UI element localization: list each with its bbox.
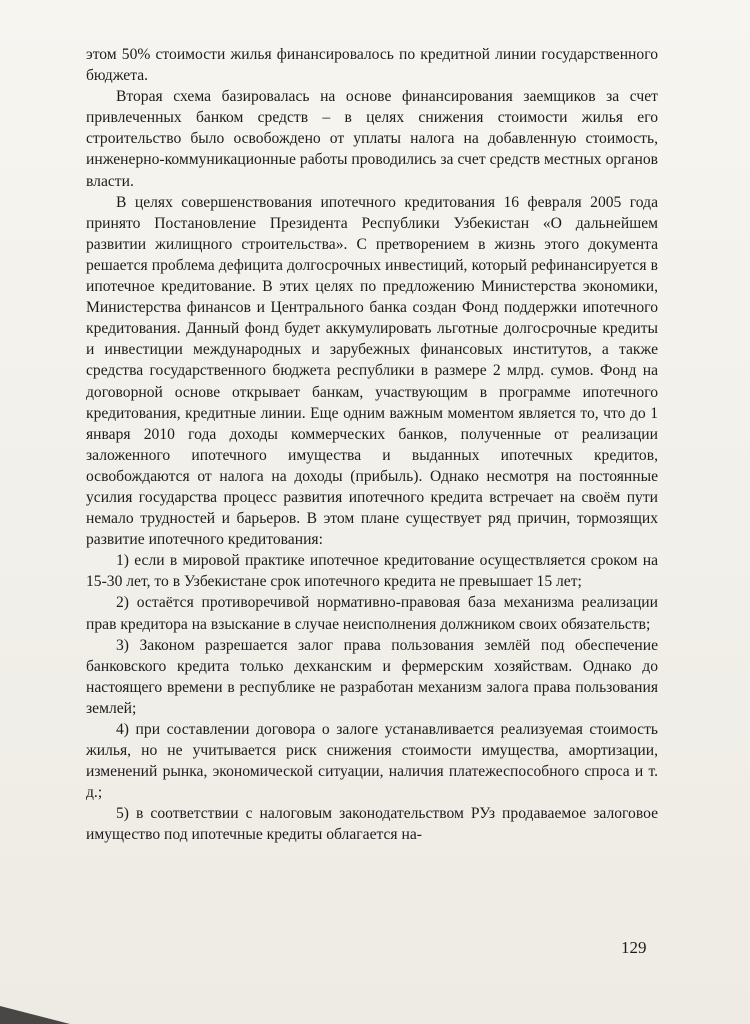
list-item-3: 3) Законом разрешается залог права пользования землёй под обеспечение банковского кредита только дехканским и фермерским хозяйствам. Однако до настоящего времени в республике не разработан механизм залога права пользования землей; — [86, 636, 658, 717]
page-number: 129 — [621, 938, 647, 957]
list-item-2: 2) остаётся противоречивой нормативно-правовая база механизма реализации прав кредитора на взыскание в случае неисполнения должником своих обязательств; — [86, 594, 658, 633]
paragraph-3: В целях совершенствования ипотечного кредитования 16 февраля 2005 года принято Постановление Президента Республики Узбекистан «О дальнейшем развитии жилищного строительства». С претворением в жизнь этого документа решается проблема дефицита долгосрочных инвестиций, который рефинансируется в ипотечное кредитование. В этих целях по предложению Министерства экономики, Министерства финансов и Центрального банка создан Фонд поддержки ипотечного кредитования. Данный фонд будет аккумулировать льготные долгосрочные кредиты и инвестиции международных и зарубежных финансовых институтов, а также средства государственного бюджета республики в размере 2 млрд. сумов. Фонд на договорной основе открывает банкам, участвующим в программе ипотечного кредитования, кредитные линии. Еще одним важным моментом является то, что до 1 января 2010 года доходы коммерческих банков, полученные от реализации заложенного ипотечного имущества и выданных ипотечных кредитов, освобождаются от налога на доходы (прибыль). Однако несмотря на постоянные усилия государства процесс развития ипотечного кредита встречает на своём пути немало трудностей и барьеров. В этом плане существует ряд причин, тормозящих развитие ипотечного кредитования: — [86, 193, 658, 549]
paragraph-1: этом 50% стоимости жилья финансировалось по кредитной линии государственного бюджета. — [86, 46, 658, 85]
scan-corner-shadow — [0, 992, 70, 1024]
paragraph-2: Вторая схема базировалась на основе финансирования заемщиков за счет привлеченных банком средств – в целях снижения стоимости жилья его строительство было освобождено от уплаты налога на добавленную стоимость, инженерно-коммуникационные работы проводились за счет средств местных органов власти. — [86, 88, 658, 190]
list-item-1: 1) если в мировой практике ипотечное кредитование осуществляется сроком на 15-30 лет, то в Узбекистане срок ипотечного кредита не превышает 15 лет; — [86, 552, 658, 591]
body-text — [86, 44, 658, 846]
list-item-5: 5) в соответствии с налоговым законодательством РУз продаваемое залоговое имущество под ипотечные кредиты облагается на- — [86, 805, 658, 844]
list-item-4: 4) при составлении договора о залоге устанавливается реализуемая стоимость жилья, но не учитывается риск снижения стоимости имущества, амортизации, изменений рынка, экономической ситуации, наличия платежеспособного спроса и т. д.; — [86, 721, 658, 802]
